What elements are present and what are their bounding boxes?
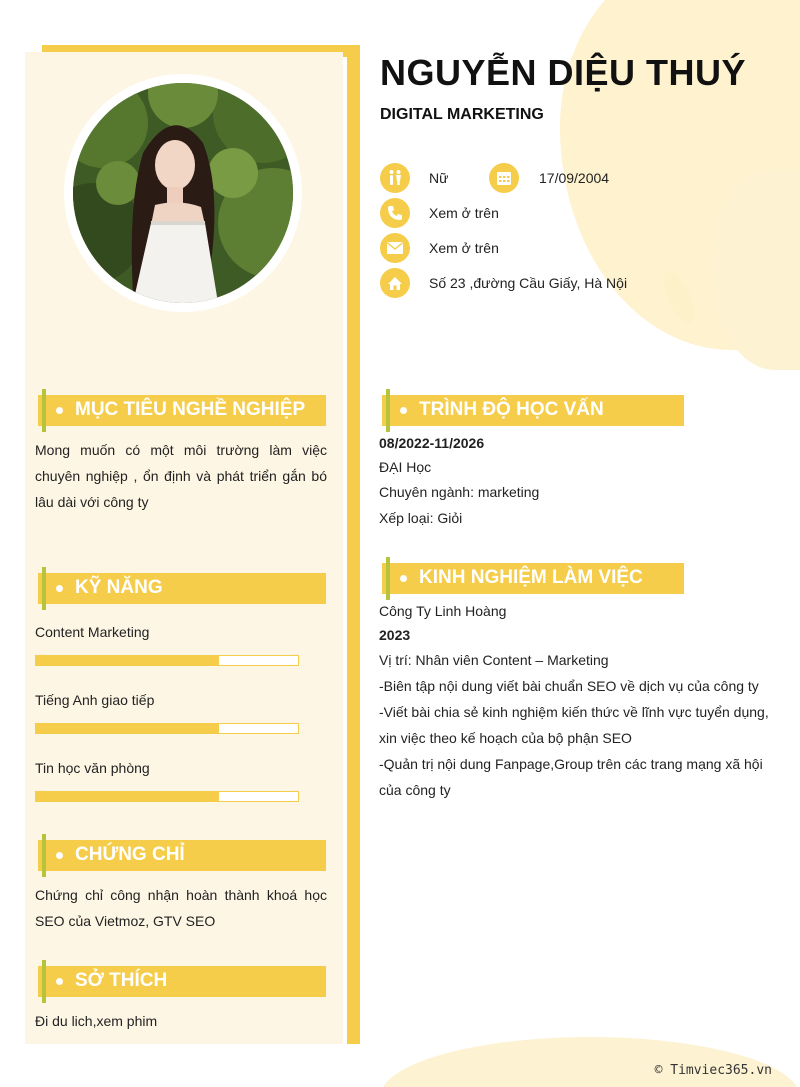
education-marker — [386, 389, 390, 432]
career-goal-marker — [42, 389, 46, 432]
home-icon — [380, 268, 410, 298]
left-panel-accent-right — [347, 45, 360, 1044]
experience-duty: -Viết bài chia sẻ kinh nghiệm kiến thức về lĩnh vực tuyển dụng, — [379, 704, 769, 720]
footer-watermark: © Timviec365.vn — [654, 1063, 772, 1078]
experience-duty: của công ty — [379, 782, 451, 798]
education-bullet — [400, 407, 407, 414]
education-period: 08/2022-11/2026 — [379, 435, 485, 451]
skill-bar-fill — [36, 724, 219, 733]
email-icon — [380, 233, 410, 263]
skill-label: Content Marketing — [35, 624, 150, 640]
career-goal-title: MỤC TIÊU NGHỀ NGHIỆP — [75, 399, 306, 420]
skill-bar — [35, 655, 299, 666]
skills-title: KỸ NĂNG — [75, 577, 163, 598]
education-major: Chuyên ngành: marketing — [379, 484, 540, 500]
skill-label: Tin học văn phòng — [35, 760, 150, 776]
address-text: Số 23 ,đường Cầu Giấy, Hà Nội — [429, 275, 628, 291]
gender-icon — [380, 163, 410, 193]
experience-position: Vị trí: Nhân viên Content – Marketing — [379, 652, 609, 668]
experience-duty: -Quản trị nội dung Fanpage,Group trên các trang mạng xã hội — [379, 756, 763, 772]
calendar-icon — [489, 163, 519, 193]
avatar-photo — [73, 83, 293, 303]
avatar — [73, 83, 293, 303]
experience-year: 2023 — [379, 627, 411, 643]
hobbies-title: SỞ THÍCH — [75, 970, 168, 991]
education-rank: Xếp loại: Giỏi — [379, 510, 463, 526]
skill-bar-fill — [36, 656, 219, 665]
hobbies-marker — [42, 960, 46, 1003]
skills-bullet — [56, 585, 63, 592]
hobbies-text: Đi du lich,xem phim — [35, 1013, 158, 1029]
skill-label: Tiếng Anh giao tiếp — [35, 692, 155, 708]
experience-company: Công Ty Linh Hoàng — [379, 603, 507, 619]
candidate-role: DIGITAL MARKETING — [380, 106, 544, 123]
career-goal-text: Mong muốn có một môi trường làm việc chuyên nghiệp , ổn định và phát triển gắn bó lâu dài với công ty — [35, 442, 327, 510]
phone-text: Xem ở trên — [429, 205, 499, 221]
education-level: ĐẠI Học — [379, 459, 432, 475]
skill-bar-fill — [36, 792, 219, 801]
gender-text: Nữ — [429, 170, 449, 186]
experience-duty: xin việc theo kế hoạch của bộ phận SEO — [379, 730, 632, 746]
experience-marker — [386, 557, 390, 600]
skill-bar — [35, 791, 299, 802]
certificates-text: Chứng chỉ công nhận hoàn thành khoá học SEO của Vietmoz, GTV SEO — [35, 887, 327, 929]
panel-gap — [343, 360, 347, 388]
experience-duty: -Biên tập nội dung viết bài chuẩn SEO về dịch vụ của công ty — [379, 678, 759, 694]
experience-bullet — [400, 575, 407, 582]
career-goal-bullet — [56, 407, 63, 414]
certificates-title: CHỨNG CHỈ — [75, 844, 185, 865]
certificates-marker — [42, 834, 46, 877]
experience-title: KINH NGHIỆM LÀM VIỆC — [419, 567, 643, 588]
dob-text: 17/09/2004 — [539, 170, 610, 186]
email-text: Xem ở trên — [429, 240, 499, 256]
certificates-bullet — [56, 852, 63, 859]
decor-blob-bottom — [380, 1037, 800, 1087]
candidate-name: NGUYỄN DIỆU THUÝ — [380, 52, 747, 93]
skills-marker — [42, 567, 46, 610]
hobbies-bullet — [56, 978, 63, 985]
phone-icon — [380, 198, 410, 228]
skill-bar — [35, 723, 299, 734]
education-title: TRÌNH ĐỘ HỌC VẤN — [419, 399, 604, 420]
